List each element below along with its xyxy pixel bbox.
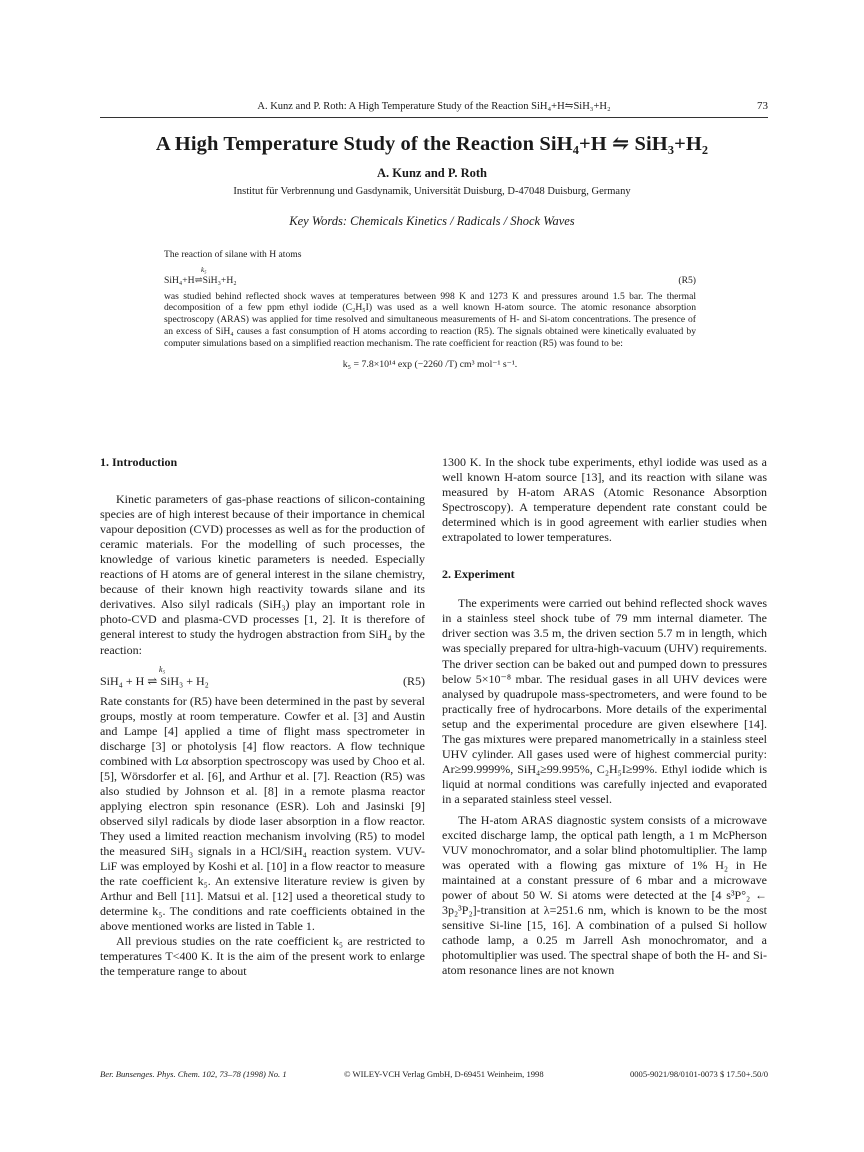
right-column bbox=[442, 455, 767, 979]
experiment-paragraph-1: The experiments were carried out behind reflected shock waves in a stainless steel shock tube of 79 mm internal diameter. The driver section was 3.5 m, the driven section 5.7 m in length, which was specially prepared for ultra-high-vacuum (UHV) requirements. The driver section can be baked out and pumped down to pressures below 5×10⁻⁸ mbar. The residual gases in all UHV devices were analysed by quadrupole mass-spectrometers, and were found to be practically free of hydrocarbons. More details of the experimental setup and the experimental procedure are given elsewhere [14]. The gas mixtures were prepared manometrically in a stainless steel UHV cylinder. All gases used were of highest commercial purity: Ar≥99.9999%, SiH₄≥99.995%, C₂H₅I≥99%. Ethyl iodide which is liquid at normal conditions was carefully injected and evaporated in a separated stainless steel vessel. bbox=[442, 596, 767, 806]
paper-affiliation: Institut für Verbrennung und Gasdynamik, Universität Duisburg, D-47048 Duisburg, Germany bbox=[233, 186, 631, 197]
intro-equation-rate-label: k₅ bbox=[159, 664, 166, 674]
abstract-equation-tag: (R5) bbox=[678, 274, 696, 286]
running-head: A. Kunz and P. Roth: A High Temperature Study of the Reaction SiH₄+H⇋SiH₃+H₂ bbox=[257, 101, 611, 112]
abstract-equation-text: SiH₄+H⇌SiH₃+H₂ bbox=[164, 274, 237, 286]
abstract-equation-rate-label: k₅ bbox=[201, 265, 207, 274]
footer-code: 0005-9021/98/0101-0073 $ 17.50+.50/0 bbox=[629, 1069, 768, 1079]
intro-paragraph-1: Kinetic parameters of gas-phase reactions of silicon-containing species are of high interest because of their importance in chemical vapour deposition (CVD) processes as well as for the production of ceramic materials. For the modelling of such processes, the knowledge of various kinetic parameters is needed. Especially reactions of H atoms are of general interest in the silane chemistry, because of their known high reactivity towards silane and its derivatives. Also silyl radicals (SiH₃) play an important role in photo-CVD and plasma-CVD processes [1, 2]. It is therefore of general interest to study the hydrogen abstraction from SiH₄ by the reaction: bbox=[100, 492, 425, 657]
footer-publisher: © WILEY-VCH Verlag GmbH, D-69451 Weinheim, 1998 bbox=[344, 1069, 544, 1079]
header-rule bbox=[100, 117, 768, 118]
paper-keywords: Key Words: Chemicals Kinetics / Radicals / Shock Waves bbox=[289, 214, 575, 228]
experiment-paragraph-2: The H-atom ARAS diagnostic system consists of a microwave excited discharge lamp, the optical path length, a 1 m McPherson VUV monochromator, and a solar blind photomultiplier. The lamp was operated with a flowing gas mixture of 1% H₂ in He maintained at a constant pressure of 6 mbar and a microwave power of about 50 W. Si atoms were detected at the [4 s³P°₂ ← 3p₂³P₂]-transition at λ=251.6 nm, which is known to be the most sensitive Si-line [15, 16]. A combination of a pulsed Si hollow cathode lamp, a 0.25 m Jarrell Ash monochromator, and a photomultiplier was used. The spectral shape of both the H- and Si-atom resonance lines are not known bbox=[442, 812, 767, 978]
paper-title: A High Temperature Study of the Reaction SiH₄+H ⇋ SiH₃+H₂ bbox=[155, 133, 709, 155]
paper-authors: A. Kunz and P. Roth bbox=[377, 166, 487, 180]
intro-paragraph-2: Rate constants for (R5) have been determined in the past by several groups, mostly at room temperature. Cowfer et al. [3] and Austin and Lampe [4] applied a time of flight mass spectrometer in discharge [3] or photolysis [4] flow reactors. A flow technique combined with Lα absorption spectroscopy was used by Choo et al. [5], Wörsdorfer et al. [6], and Arthur et al. [7]. Reaction (R5) was also studied by Johnson et al. [8] in a remote plasma reactor applying electron spin resonance (ESR). Loh and Jasinski [9] observed silyl radicals by diode laser absorption in a flow reactor. They used a limited reaction mechanism involving (R5) to model the measured SiH₃ signals in a HCl/SiH₄ reaction system. VUV-LiF was employed by Koshi et al. [10] in a flow reactor to measure the rate coefficient k₅. An extensive literature review is given by Arthur and Bell [11]. Matsui et al. [12] used a theoretical study to determine k₅. The conditions and rate coefficients obtained in the above mentioned works are listed in Table 1. bbox=[100, 693, 425, 934]
intro-equation-text: SiH₄ + H ⇌ SiH₃ + H₂ bbox=[100, 673, 209, 688]
intro-paragraph-3: All previous studies on the rate coefficient k₅ are restricted to temperatures T<400 K. It is the aim of the present work to enlarge the temperature range to about bbox=[100, 934, 425, 979]
abstract-equation bbox=[164, 265, 696, 291]
footer-journal: Ber. Bunsenges. Phys. Chem. 102, 73–78 (1998) No. 1 bbox=[100, 1069, 287, 1079]
intro-equation bbox=[100, 662, 425, 692]
section-introduction-title: 1. Introduction bbox=[100, 455, 178, 469]
abstract-rate-expression: k₅ = 7.8×10¹⁴ exp (−2260 /T) cm³ mol⁻¹ s⁻¹. bbox=[342, 359, 518, 371]
abstract bbox=[164, 249, 696, 371]
abstract-body: was studied behind reflected shock waves at temperatures between 998 K and 1273 K and pressures around 1.5 bar. The thermal decomposition of a few ppm ethyl iodide (C₂H₅I) was used as a well known H-atom source. The atomic resonance absorption spectroscopy (ARAS) was applied for time resolved and simultaneous measurements of H- and Si-atom concentrations. The presence of an excess of SiH₄ causes a fast consumption of H atoms according to reaction (R5). The signals obtained were kinetically evaluated by computer simulations based on a simplified reaction mechanism. The rate coefficient for reaction (R5) was found to be: bbox=[164, 290, 696, 349]
page-number: 73 bbox=[757, 100, 768, 112]
intro-paragraph-continued: 1300 K. In the shock tube experiments, ethyl iodide was used as a well known H-atom source [13], and its reaction with silane was measured by H-atom ARAS (Atomic Resonance Absorption Spectroscopy). A temperature dependent rate constant could be determined which is in good agreement with earlier studies when extrapolated to lower temperatures. bbox=[442, 455, 767, 545]
section-experiment-title: 2. Experiment bbox=[442, 567, 515, 582]
abstract-intro: The reaction of silane with H atoms bbox=[164, 249, 302, 260]
intro-equation-tag: (R5) bbox=[403, 673, 425, 688]
left-column bbox=[100, 455, 425, 979]
